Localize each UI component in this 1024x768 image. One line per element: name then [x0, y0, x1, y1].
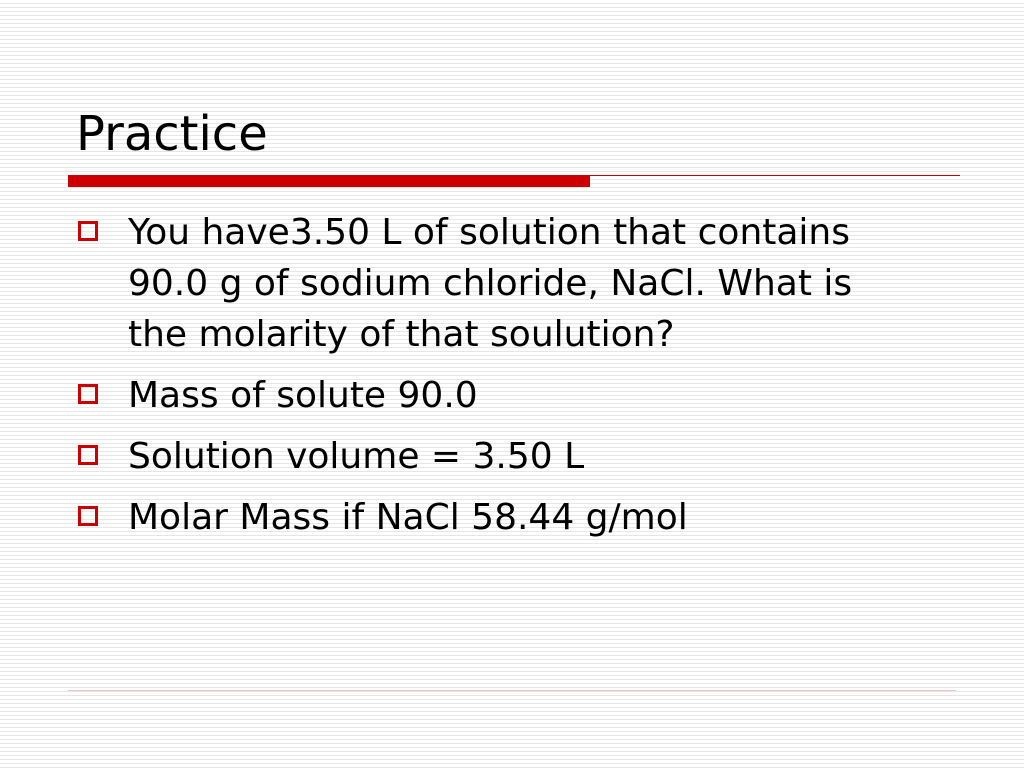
bullet-text: Molar Mass if NaCl 58.44 g/mol — [128, 497, 688, 538]
hollow-square-bullet-icon — [78, 221, 98, 241]
bullet-item — [76, 431, 916, 482]
bullet-item — [76, 207, 916, 360]
bullet-item — [76, 370, 916, 421]
title-underline-thick — [68, 175, 590, 187]
slide-title: Practice — [76, 106, 268, 162]
bullet-item — [76, 492, 916, 543]
bullet-text: Mass of solute 90.0 — [128, 375, 478, 416]
bullet-text: You have3.50 L of solution that contains 90.0 g of sodium chloride, NaCl. What is the molarity of that soulution? — [128, 212, 853, 355]
bullet-text: Solution volume = 3.50 L — [128, 436, 585, 477]
bullet-list — [76, 207, 916, 553]
hollow-square-bullet-icon — [78, 445, 98, 465]
hollow-square-bullet-icon — [78, 384, 98, 404]
title-underline-thin — [590, 175, 960, 176]
hollow-square-bullet-icon — [78, 506, 98, 526]
footer-divider — [68, 690, 956, 691]
